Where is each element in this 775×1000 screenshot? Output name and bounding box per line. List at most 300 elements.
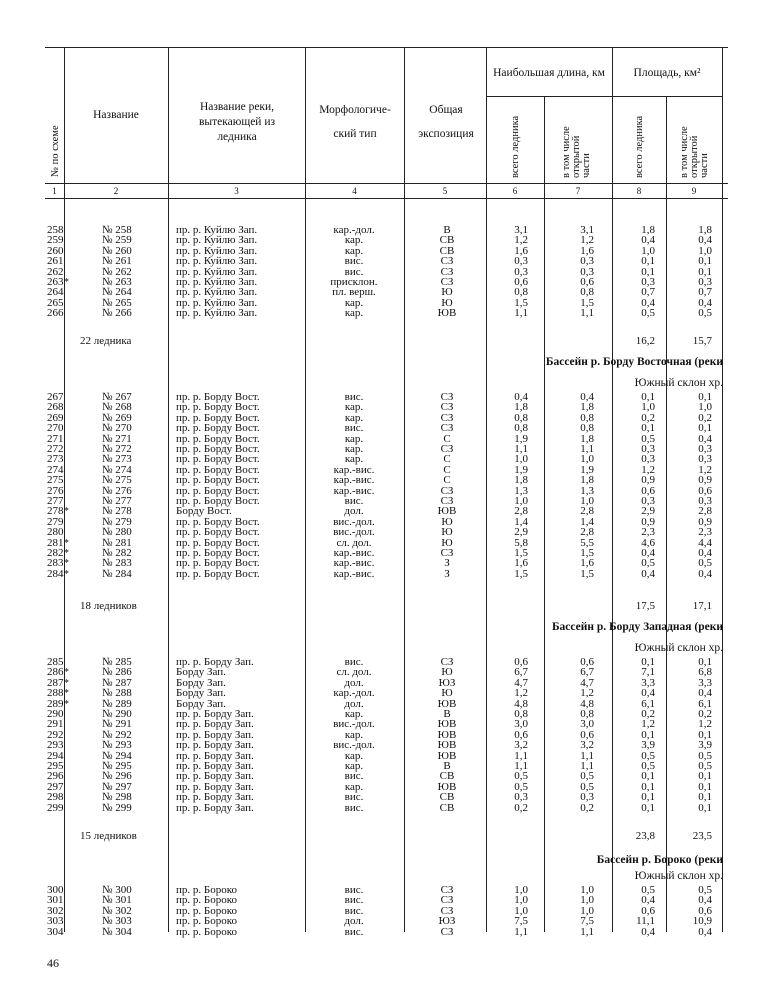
cell-length-total: 0,6 — [514, 728, 528, 741]
cell-scheme-number: 276 — [47, 484, 64, 497]
cell-area-open: 0,5 — [698, 749, 712, 762]
cell-river: пр. р. Куйлю Зап. — [176, 244, 258, 257]
cell-area-open: 2,3 — [698, 526, 712, 539]
cell-area-open: 3,9 — [698, 739, 712, 752]
cell-area-open: 1,0 — [698, 244, 712, 257]
cell-length-total: 1,1 — [514, 749, 528, 762]
cell-length-open: 1,0 — [580, 495, 594, 507]
cell-river: Борду Зап. — [176, 697, 226, 710]
cell-glacier-name: № 283 — [102, 557, 132, 570]
cell-length-total: 7,5 — [514, 915, 528, 928]
cell-length-total: 1,9 — [514, 432, 528, 445]
cell-river: пр. р. Бороко — [176, 915, 237, 928]
cell-area-total: 0,2 — [641, 411, 655, 424]
cell-area-total: 1,2 — [641, 718, 655, 731]
cell-exposition: С — [443, 474, 451, 487]
cell-glacier-name: № 294 — [102, 749, 132, 762]
cell-length-total: 3,2 — [514, 739, 528, 752]
cell-morph-type: кар. — [344, 432, 364, 445]
cell-glacier-name: № 287 — [102, 676, 132, 689]
cell-glacier-name: № 263 — [102, 276, 132, 288]
cell-length-open: 1,1 — [580, 443, 594, 455]
cell-area-total: 0,5 — [641, 307, 655, 320]
cell-exposition: З — [444, 567, 450, 580]
cell-morph-type: кар. — [344, 443, 364, 455]
cell-exposition: ЮВ — [437, 780, 457, 793]
cell-river: Борду Зап. — [176, 666, 226, 679]
cell-exposition: Ю — [441, 515, 453, 528]
cell-length-open: 1,5 — [580, 567, 594, 580]
cell-area-open: 0,1 — [698, 728, 712, 741]
cell-exposition: СВ — [439, 791, 455, 804]
cell-length-total: 3,0 — [514, 718, 528, 731]
cell-length-total: 1,4 — [514, 515, 528, 528]
cell-length-open: 0,4 — [580, 391, 594, 403]
cell-exposition: ЮВ — [437, 749, 457, 762]
cell-area-open: 0,2 — [698, 708, 712, 720]
total-area: 16,2 — [635, 335, 655, 347]
cell-river: пр. р. Борду Зап. — [176, 718, 254, 731]
cell-morph-type: кар. — [344, 760, 364, 772]
cell-exposition: СЗ — [440, 925, 454, 938]
total-label: 22 ледника — [80, 335, 132, 347]
header-area-open: в том числе открытой части — [679, 126, 710, 178]
cell-exposition: Ю — [441, 687, 453, 700]
cell-morph-type: кар. — [344, 453, 364, 466]
cell-glacier-name: № 301 — [102, 894, 132, 907]
cell-length-total: 1,8 — [514, 401, 528, 414]
cell-river: пр. р. Борду Зап. — [176, 791, 254, 804]
cell-glacier-name: № 267 — [102, 391, 132, 403]
cell-morph-type: вис. — [344, 791, 364, 804]
cell-area-open: 0,4 — [698, 296, 712, 309]
cell-area-total: 0,1 — [641, 801, 655, 814]
cell-scheme-number: 299 — [47, 801, 64, 814]
cell-morph-type: кар.-вис. — [333, 557, 375, 570]
cell-length-open: 0,3 — [580, 791, 594, 804]
cell-length-total: 1,8 — [514, 474, 528, 487]
cell-river: пр. р. Бороко — [176, 894, 237, 907]
column-number-rule — [45, 198, 728, 199]
cell-length-open: 1,2 — [580, 234, 594, 247]
cell-scheme-number: 289* — [47, 697, 69, 710]
cell-area-open: 0,1 — [698, 656, 712, 668]
cell-scheme-number: 282* — [47, 547, 69, 559]
cell-exposition: Ю — [441, 296, 453, 309]
cell-area-total: 0,1 — [641, 656, 655, 668]
cell-scheme-number: 303 — [47, 915, 64, 928]
cell-scheme-number: 265 — [47, 296, 64, 309]
cell-exposition: СЗ — [440, 884, 454, 896]
cell-length-total: 0,3 — [514, 265, 528, 278]
cell-area-open: 0,5 — [698, 307, 712, 320]
cell-exposition: СЗ — [440, 656, 454, 668]
cell-area-total: 0,1 — [641, 791, 655, 804]
cell-area-open: 0,5 — [698, 760, 712, 772]
cell-glacier-name: № 276 — [102, 484, 132, 497]
cell-exposition: СЗ — [440, 276, 454, 288]
cell-length-total: 1,2 — [514, 687, 528, 700]
col-number-1: 1 — [52, 186, 57, 196]
cell-exposition: ЮВ — [437, 505, 457, 518]
cell-area-open: 0,4 — [698, 234, 712, 247]
cell-exposition: СЗ — [440, 443, 454, 455]
cell-scheme-number: 301 — [47, 894, 64, 907]
cell-morph-type: дол. — [344, 676, 364, 689]
cell-area-total: 0,7 — [641, 286, 655, 299]
cell-exposition: СВ — [439, 801, 455, 814]
cell-length-open: 0,8 — [580, 422, 594, 435]
cell-exposition: СЗ — [440, 484, 454, 497]
cell-exposition: СЗ — [440, 401, 454, 414]
cell-morph-type: кар. — [344, 708, 364, 720]
col-number-6: 6 — [512, 186, 518, 196]
cell-river: пр. р. Куйлю Зап. — [176, 286, 258, 299]
cell-length-total: 6,7 — [514, 666, 528, 679]
cell-glacier-name: № 299 — [102, 801, 132, 814]
cell-morph-type: присклон. — [330, 276, 378, 288]
cell-area-total: 0,3 — [641, 443, 655, 455]
cell-length-total: 0,2 — [514, 801, 528, 814]
cell-area-open: 0,4 — [698, 687, 712, 700]
cell-length-open: 0,5 — [580, 780, 594, 793]
cell-river: пр. р. Борду Зап. — [176, 749, 254, 762]
cell-length-open: 1,4 — [580, 515, 594, 528]
table-row — [0, 569, 775, 580]
cell-scheme-number: 260 — [47, 244, 64, 257]
cell-area-total: 3,9 — [641, 739, 655, 752]
cell-scheme-number: 274 — [47, 463, 64, 476]
cell-scheme-number: 286* — [47, 666, 69, 679]
cell-morph-type: вис.-дол. — [333, 515, 375, 528]
cell-area-open: 6,8 — [698, 666, 712, 679]
cell-river: пр. р. Борду Зап. — [176, 760, 254, 772]
cell-morph-type: кар.-вис. — [333, 484, 375, 497]
cell-length-open: 1,0 — [580, 884, 594, 896]
cell-length-open: 1,6 — [580, 244, 594, 257]
cell-length-open: 1,1 — [580, 760, 594, 772]
cell-length-open: 0,6 — [580, 276, 594, 288]
cell-area-open: 0,6 — [698, 484, 712, 497]
total-open-area: 15,7 — [692, 335, 712, 347]
cell-glacier-name: № 259 — [102, 234, 132, 247]
cell-area-open: 0,3 — [698, 495, 712, 507]
cell-area-total: 7,1 — [641, 666, 655, 679]
cell-exposition: ЮВ — [437, 739, 457, 752]
table-top-rule — [45, 47, 728, 48]
cell-length-open: 1,8 — [580, 432, 594, 445]
cell-scheme-number: 272 — [47, 443, 64, 455]
cell-glacier-name: № 293 — [102, 739, 132, 752]
cell-glacier-name: № 266 — [102, 307, 132, 320]
cell-area-total: 0,5 — [641, 884, 655, 896]
cell-scheme-number: 275 — [47, 474, 64, 487]
cell-river: пр. р. Борду Вост. — [176, 401, 260, 414]
cell-length-total: 1,0 — [514, 904, 528, 917]
cell-glacier-name: № 302 — [102, 904, 132, 917]
cell-length-open: 0,3 — [580, 255, 594, 268]
cell-morph-type: вис. — [344, 925, 364, 938]
cell-glacier-name: № 264 — [102, 286, 132, 299]
col-number-7: 7 — [575, 186, 581, 196]
cell-scheme-number: 302 — [47, 904, 64, 917]
cell-area-total: 2,3 — [641, 526, 655, 539]
cell-length-open: 1,1 — [580, 749, 594, 762]
cell-length-total: 1,0 — [514, 453, 528, 466]
cell-morph-type: кар. — [344, 749, 364, 762]
cell-morph-type: кар.-дол. — [333, 687, 375, 700]
cell-morph-type: вис. — [344, 904, 364, 917]
cell-area-total: 0,4 — [641, 687, 655, 700]
cell-glacier-name: № 298 — [102, 791, 132, 804]
cell-scheme-number: 291 — [47, 718, 64, 731]
cell-area-total: 0,1 — [641, 780, 655, 793]
cell-glacier-name: № 268 — [102, 401, 132, 414]
cell-morph-type: пл. верш. — [332, 286, 376, 299]
cell-glacier-name: № 304 — [102, 925, 132, 938]
cell-scheme-number: 280 — [47, 526, 64, 539]
cell-scheme-number: 288* — [47, 687, 69, 700]
cell-area-open: 3,3 — [698, 676, 712, 689]
cell-glacier-name: № 262 — [102, 265, 132, 278]
cell-morph-type: кар. — [344, 780, 364, 793]
cell-length-open: 1,6 — [580, 557, 594, 570]
cell-area-total: 0,5 — [641, 760, 655, 772]
cell-morph-type: вис. — [344, 801, 364, 814]
cell-length-total: 2,9 — [514, 526, 528, 539]
cell-glacier-name: № 274 — [102, 463, 132, 476]
cell-area-open: 0,4 — [698, 432, 712, 445]
table-row — [0, 308, 775, 319]
cell-morph-type: кар. — [344, 401, 364, 414]
slope-heading: Южный склон хр. — [634, 642, 723, 654]
cell-length-total: 1,0 — [514, 894, 528, 907]
cell-exposition: С — [443, 463, 451, 476]
cell-area-open: 6,1 — [698, 697, 712, 710]
cell-morph-type: вис. — [344, 770, 364, 783]
cell-river: пр. р. Борду Вост. — [176, 557, 260, 570]
cell-length-open: 2,8 — [580, 526, 594, 539]
cell-area-total: 4,6 — [641, 536, 655, 549]
cell-scheme-number: 281* — [47, 536, 69, 549]
cell-area-total: 6,1 — [641, 697, 655, 710]
total-open-area: 17,1 — [692, 600, 712, 612]
cell-area-total: 0,9 — [641, 515, 655, 528]
group-header-rule — [486, 96, 722, 97]
cell-area-total: 0,5 — [641, 557, 655, 570]
cell-glacier-name: № 269 — [102, 411, 132, 424]
cell-scheme-number: 262 — [47, 265, 64, 278]
cell-exposition: СЗ — [440, 391, 454, 403]
cell-glacier-name: № 280 — [102, 526, 132, 539]
cell-morph-type: дол. — [344, 505, 364, 518]
basin-heading: Бассейн р. Борду Западная (реки — [551, 621, 723, 633]
cell-area-total: 0,1 — [641, 770, 655, 783]
cell-river: пр. р. Борду Вост. — [176, 567, 260, 580]
header-bottom-rule — [45, 183, 728, 184]
cell-glacier-name: № 297 — [102, 780, 132, 793]
cell-length-total: 1,6 — [514, 557, 528, 570]
cell-length-total: 1,3 — [514, 484, 528, 497]
cell-river: пр. р. Борду Вост. — [176, 495, 260, 507]
cell-river: пр. р. Бороко — [176, 925, 237, 938]
cell-area-open: 0,2 — [698, 411, 712, 424]
cell-area-open: 0,4 — [698, 567, 712, 580]
cell-area-open: 0,1 — [698, 780, 712, 793]
cell-length-total: 1,1 — [514, 307, 528, 320]
cell-length-open: 0,8 — [580, 708, 594, 720]
cell-exposition: СЗ — [440, 904, 454, 917]
cell-morph-type: дол. — [344, 697, 364, 710]
cell-length-total: 4,8 — [514, 697, 528, 710]
cell-scheme-number: 277 — [47, 495, 64, 507]
cell-morph-type: сл. дол. — [336, 666, 372, 679]
cell-morph-type: кар.-дол. — [333, 224, 375, 236]
header-name: Название — [93, 109, 139, 121]
cell-river: пр. р. Борду Вост. — [176, 526, 260, 539]
cell-length-total: 0,8 — [514, 286, 528, 299]
cell-area-total: 0,4 — [641, 547, 655, 559]
cell-length-open: 1,0 — [580, 453, 594, 466]
cell-glacier-name: № 282 — [102, 547, 132, 559]
cell-glacier-name: № 270 — [102, 422, 132, 435]
cell-morph-type: вис. — [344, 894, 364, 907]
cell-glacier-name: № 286 — [102, 666, 132, 679]
cell-river: пр. р. Борду Вост. — [176, 536, 260, 549]
cell-area-total: 0,1 — [641, 391, 655, 403]
cell-length-total: 0,6 — [514, 656, 528, 668]
cell-length-total: 1,0 — [514, 884, 528, 896]
cell-scheme-number: 294 — [47, 749, 64, 762]
cell-area-open: 1,0 — [698, 401, 712, 414]
cell-morph-type: вис. — [344, 422, 364, 435]
cell-morph-type: кар. — [344, 307, 364, 320]
cell-morph-type: кар. — [344, 728, 364, 741]
cell-river: пр. р. Борду Зап. — [176, 728, 254, 741]
cell-glacier-name: № 272 — [102, 443, 132, 455]
cell-length-open: 3,2 — [580, 739, 594, 752]
cell-river: пр. р. Борду Вост. — [176, 443, 260, 455]
cell-area-open: 0,5 — [698, 557, 712, 570]
cell-river: пр. р. Куйлю Зап. — [176, 307, 258, 320]
cell-area-total: 0,4 — [641, 894, 655, 907]
header-length-total: всего ледника — [510, 115, 521, 178]
cell-length-open: 1,5 — [580, 296, 594, 309]
header-length-group: Наибольшая длина, км — [493, 67, 605, 79]
cell-scheme-number: 292 — [47, 728, 64, 741]
cell-exposition: С — [443, 432, 451, 445]
cell-area-open: 1,8 — [698, 224, 712, 236]
cell-area-open: 0,6 — [698, 904, 712, 917]
cell-length-open: 3,0 — [580, 718, 594, 731]
cell-area-open: 0,1 — [698, 791, 712, 804]
cell-exposition: В — [443, 760, 451, 772]
cell-morph-type: кар. — [344, 234, 364, 247]
cell-exposition: ЮЗ — [438, 915, 456, 928]
header-area-group: Площадь, км² — [633, 67, 701, 79]
cell-morph-type: сл. дол. — [336, 536, 372, 549]
cell-river: пр. р. Борду Вост. — [176, 411, 260, 424]
cell-exposition: ЮВ — [437, 718, 457, 731]
cell-length-open: 1,8 — [580, 401, 594, 414]
cell-area-open: 0,1 — [698, 391, 712, 403]
col-number-9: 9 — [691, 186, 697, 196]
cell-length-total: 1,9 — [514, 463, 528, 476]
cell-river: пр. р. Куйлю Зап. — [176, 296, 258, 309]
cell-exposition: В — [443, 224, 451, 236]
cell-area-open: 4,4 — [698, 536, 712, 549]
cell-area-total: 0,6 — [641, 904, 655, 917]
cell-river: пр. р. Куйлю Зап. — [176, 234, 258, 247]
cell-scheme-number: 261 — [47, 255, 64, 268]
cell-length-total: 0,5 — [514, 770, 528, 783]
cell-scheme-number: 270 — [47, 422, 64, 435]
slope-heading: Южный склон хр. — [634, 870, 723, 882]
total-area: 17,5 — [635, 600, 655, 612]
cell-glacier-name: № 291 — [102, 718, 132, 731]
cell-river: пр. р. Борду Зап. — [176, 739, 254, 752]
cell-scheme-number: 296 — [47, 770, 64, 783]
cell-area-open: 0,4 — [698, 925, 712, 938]
slope-heading: Южный склон хр. — [634, 377, 723, 389]
cell-river: пр. р. Борду Вост. — [176, 547, 260, 559]
cell-river: пр. р. Борду Зап. — [176, 656, 254, 668]
cell-length-open: 0,8 — [580, 286, 594, 299]
cell-area-total: 0,5 — [641, 749, 655, 762]
cell-area-total: 0,1 — [641, 422, 655, 435]
cell-length-open: 1,5 — [580, 547, 594, 559]
cell-glacier-name: № 289 — [102, 697, 132, 710]
cell-river: пр. р. Борду Вост. — [176, 463, 260, 476]
col-number-8: 8 — [636, 186, 642, 196]
cell-area-open: 0,3 — [698, 276, 712, 288]
cell-scheme-number: 273 — [47, 453, 64, 466]
cell-area-total: 0,9 — [641, 474, 655, 487]
cell-area-total: 0,3 — [641, 276, 655, 288]
cell-morph-type: вис. — [344, 495, 364, 507]
cell-length-total: 0,8 — [514, 708, 528, 720]
cell-river: пр. р. Борду Зап. — [176, 708, 254, 720]
cell-scheme-number: 284* — [47, 567, 69, 580]
cell-length-open: 1,1 — [580, 307, 594, 320]
cell-river: пр. р. Борду Зап. — [176, 780, 254, 793]
cell-morph-type: кар. — [344, 296, 364, 309]
cell-morph-type: кар.-вис. — [333, 463, 375, 476]
cell-exposition: СЗ — [440, 495, 454, 507]
cell-scheme-number: 297 — [47, 780, 64, 793]
cell-glacier-name: № 285 — [102, 656, 132, 668]
cell-length-total: 1,1 — [514, 925, 528, 938]
cell-length-open: 5,5 — [580, 536, 594, 549]
cell-length-open: 0,2 — [580, 801, 594, 814]
cell-glacier-name: № 303 — [102, 915, 132, 928]
cell-length-total: 5,8 — [514, 536, 528, 549]
cell-river: пр. р. Борду Вост. — [176, 515, 260, 528]
cell-length-open: 1,8 — [580, 474, 594, 487]
cell-area-total: 1,0 — [641, 244, 655, 257]
cell-exposition: ЮВ — [437, 307, 457, 320]
cell-exposition: Ю — [441, 536, 453, 549]
cell-glacier-name: № 271 — [102, 432, 132, 445]
cell-area-open: 0,1 — [698, 255, 712, 268]
total-label: 18 ледников — [80, 600, 137, 612]
cell-glacier-name: № 278 — [102, 505, 132, 518]
cell-area-open: 0,4 — [698, 547, 712, 559]
cell-length-open: 3,1 — [580, 224, 594, 236]
cell-river: пр. р. Борду Вост. — [176, 391, 260, 403]
cell-exposition: Ю — [441, 286, 453, 299]
cell-scheme-number: 258 — [47, 224, 64, 236]
